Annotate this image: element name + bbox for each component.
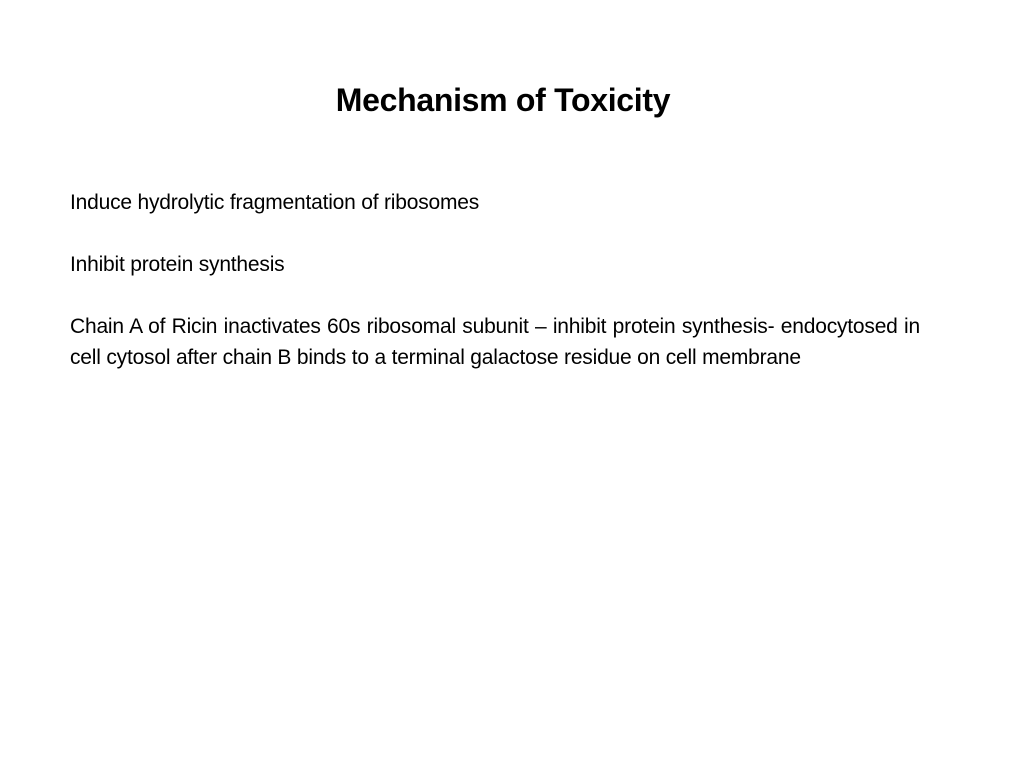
body-paragraph-1: Induce hydrolytic fragmentation of ribosomes — [70, 191, 480, 214]
body-paragraph-3: Chain A of Ricin inactivates 60s ribosomal subunit – inhibit protein synthesis- endocytosed in cell cytosol after chain B binds to a terminal galactose residue on cell membrane — [70, 315, 920, 369]
slide-title: Mechanism of Toxicity — [335, 82, 671, 118]
slide-body — [70, 187, 920, 404]
body-paragraph-2: Inhibit protein synthesis — [70, 253, 285, 276]
